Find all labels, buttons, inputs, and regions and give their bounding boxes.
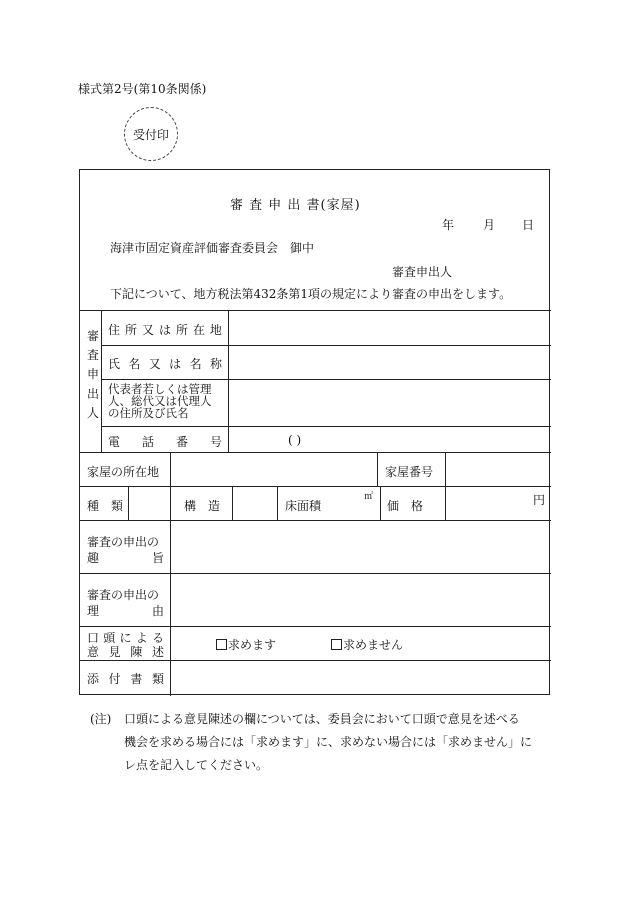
oral-option-yes[interactable] <box>216 636 276 653</box>
oral-option-no-label: 求めません <box>343 638 404 652</box>
reason-label-line2a: 理 <box>87 604 100 618</box>
note-line1: 口頭による意見陳述の欄については、委員会において口頭で意見を述べる <box>124 712 520 726</box>
name-label: 氏 名 又 は 名 称 <box>108 357 222 371</box>
oral-option-no[interactable] <box>331 636 403 653</box>
phone-label: 電 話 番 号 <box>108 435 222 449</box>
reason-label-line2b: 由 <box>152 604 165 618</box>
oral-statement-label-line2: 意 見 陳 述 <box>87 645 164 659</box>
applicant-section-label: 審 査 申 出 人 <box>87 329 100 420</box>
date-month-label: 月 <box>483 218 496 232</box>
addressee: 海津市固定資産評価審査委員会 御中 <box>110 241 315 255</box>
note-line3: レ点を記入してください。 <box>124 758 269 772</box>
applicant-label: 審査申出人 <box>392 265 453 279</box>
property-type-label: 種 類 <box>87 499 124 513</box>
oral-option-yes-label: 求めます <box>228 638 277 652</box>
oral-statement-label-line1: 口 頭 に よ る <box>87 631 164 645</box>
price-label: 価 格 <box>387 499 424 513</box>
address-label: 住 所 又 は 所 在 地 <box>108 323 222 337</box>
date-year-label: 年 <box>442 218 455 232</box>
purpose-label-line2b: 旨 <box>152 551 165 565</box>
purpose-label-line2a: 趣 <box>87 551 100 565</box>
statement: 下記について、地方税法第432条第1項の規定により審査の申出をします。 <box>110 287 512 301</box>
reason-label-line1: 審査の申出の <box>87 588 160 602</box>
property-number-label: 家屋番号 <box>385 465 434 479</box>
checkbox-icon[interactable] <box>216 639 227 650</box>
checkbox-icon[interactable] <box>331 639 342 650</box>
purpose-label-line1: 審査の申出の <box>87 535 160 549</box>
area-unit: ㎡ <box>364 492 374 502</box>
price-unit: 円 <box>533 493 546 507</box>
floor-area-label: 床面積 <box>285 499 322 513</box>
property-location-label: 家屋の所在地 <box>87 465 160 479</box>
representative-label-line3: の住所及び氏名 <box>108 406 189 420</box>
note-prefix: (注) <box>90 712 112 726</box>
note-line2: 機会を求める場合には「求めます」に、求めない場合には「求めません」に <box>124 735 533 749</box>
property-structure-label: 構 造 <box>184 499 221 513</box>
reception-stamp <box>124 107 178 161</box>
attachments-label: 添 付 書 類 <box>87 672 164 686</box>
stamp-label: 受付印 <box>132 127 169 142</box>
form-number: 様式第2号(第10条関係) <box>78 82 207 96</box>
form-title: 審 査 申 出 書(家屋) <box>230 198 361 213</box>
date-day-label: 日 <box>522 218 535 232</box>
representative-label-line1: 代表者若しくは管理 <box>108 382 212 396</box>
phone-parentheses: ( ) <box>288 433 302 447</box>
representative-label-line2: 人、総代又は代理人 <box>108 394 212 408</box>
application-form <box>79 169 550 695</box>
